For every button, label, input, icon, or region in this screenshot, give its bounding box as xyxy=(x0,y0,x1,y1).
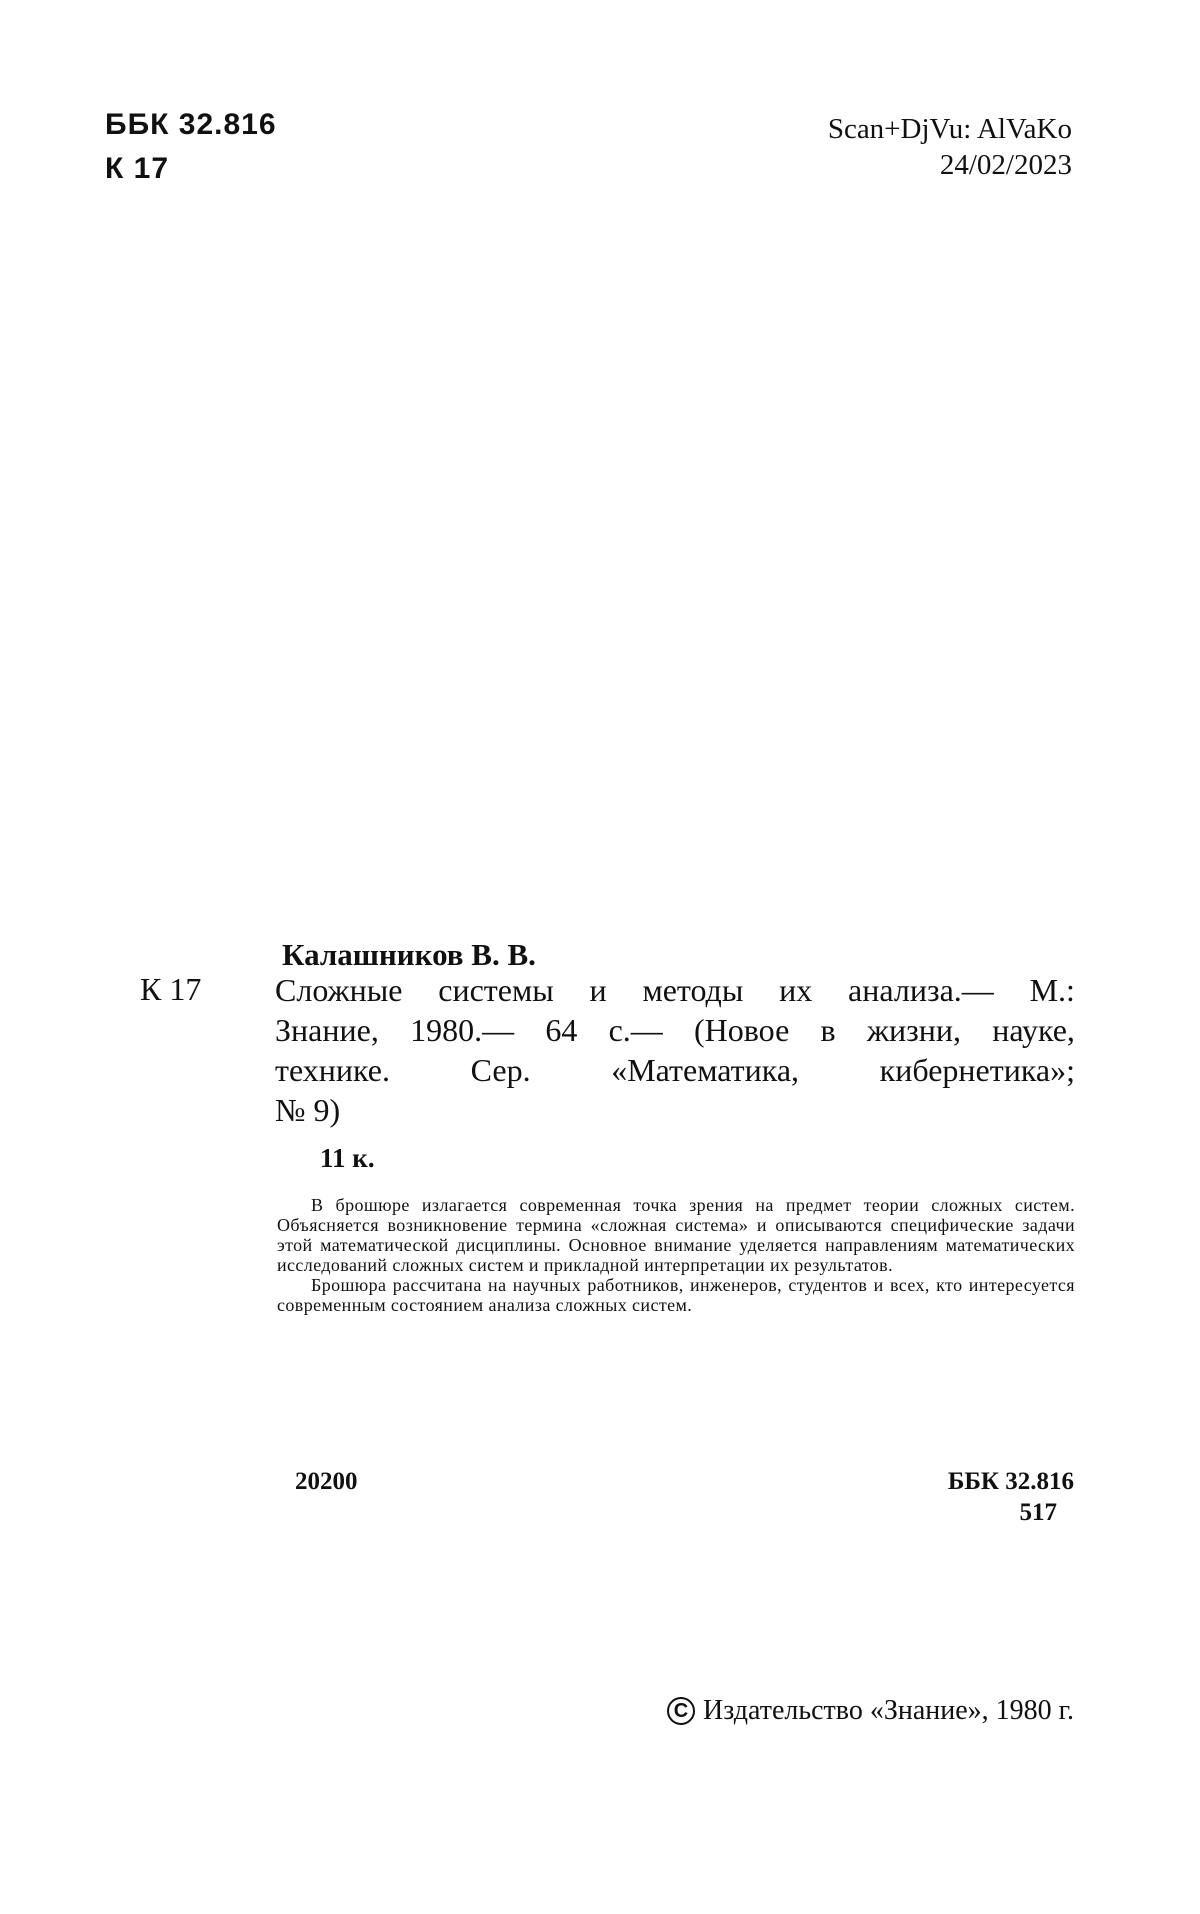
title-line-4 xyxy=(275,1090,1075,1130)
author-cipher: К 17 xyxy=(140,971,202,1007)
title-word: науке, xyxy=(992,1012,1075,1048)
title-word: Сер. xyxy=(470,1052,531,1088)
series-number: № 9) xyxy=(275,1092,341,1128)
title-word: методы xyxy=(642,972,744,1008)
scan-date: 24/02/2023 xyxy=(939,149,1072,181)
title-word: с.— xyxy=(608,1012,663,1048)
copyright-icon: C xyxy=(667,1697,695,1725)
title-word: анализа.— xyxy=(848,972,994,1008)
title-word: «Математика, xyxy=(611,1052,800,1088)
bibliographic-description xyxy=(275,970,1075,1130)
title-word: технике. xyxy=(275,1052,390,1088)
title-word: их xyxy=(779,972,813,1008)
publication-code: 20200 xyxy=(295,1468,358,1495)
copyright-text: Издательство «Знание», 1980 г. xyxy=(703,1695,1074,1726)
bbk-code-bottom: ББК 32.816 xyxy=(947,1468,1074,1495)
title-word: кибернетика»; xyxy=(879,1052,1075,1088)
price: 11 к. xyxy=(320,1143,375,1173)
scan-credit: Scan+DjVu: AlVaKo xyxy=(827,113,1072,145)
title-word: и xyxy=(589,972,607,1008)
author-name: Калашников В. В. xyxy=(282,937,536,972)
title-word: 64 xyxy=(545,1012,578,1048)
title-word: (Новое xyxy=(694,1012,790,1048)
annotation-paragraph-2: Брошюра рассчитана на научных работников, инженеров, студентов и всех, кто интересуется современным состоянием анализа сложных систем. xyxy=(277,1275,1075,1315)
title-word: жизни, xyxy=(866,1012,961,1048)
title-line-1 xyxy=(275,970,1075,1010)
title-line-3 xyxy=(275,1050,1075,1090)
title-word: 1980.— xyxy=(410,1012,515,1048)
title-word: Сложные xyxy=(275,972,403,1008)
bbk-code-top: ББК 32.816 xyxy=(105,108,277,141)
title-word: М.: xyxy=(1029,972,1075,1008)
title-word: в xyxy=(820,1012,836,1048)
title-word: Знание, xyxy=(275,1012,379,1048)
title-word: системы xyxy=(438,972,554,1008)
k-code-top: К 17 xyxy=(105,152,170,185)
udc-code: 517 xyxy=(1019,1499,1057,1526)
annotation-paragraph-1: В брошюре излагается современная точка зрения на предмет теории сложных систем. Объясняется возникновение термина «сложная система» и описываются специфические задачи этой математической дисциплины. Основное внимание уделяется направлениям математических исследований сложных систем и прикладной интерпретации их результатов. xyxy=(277,1195,1075,1275)
title-line-2 xyxy=(275,1010,1075,1050)
annotation xyxy=(277,1195,1075,1315)
copyright-line xyxy=(667,1695,1074,1727)
